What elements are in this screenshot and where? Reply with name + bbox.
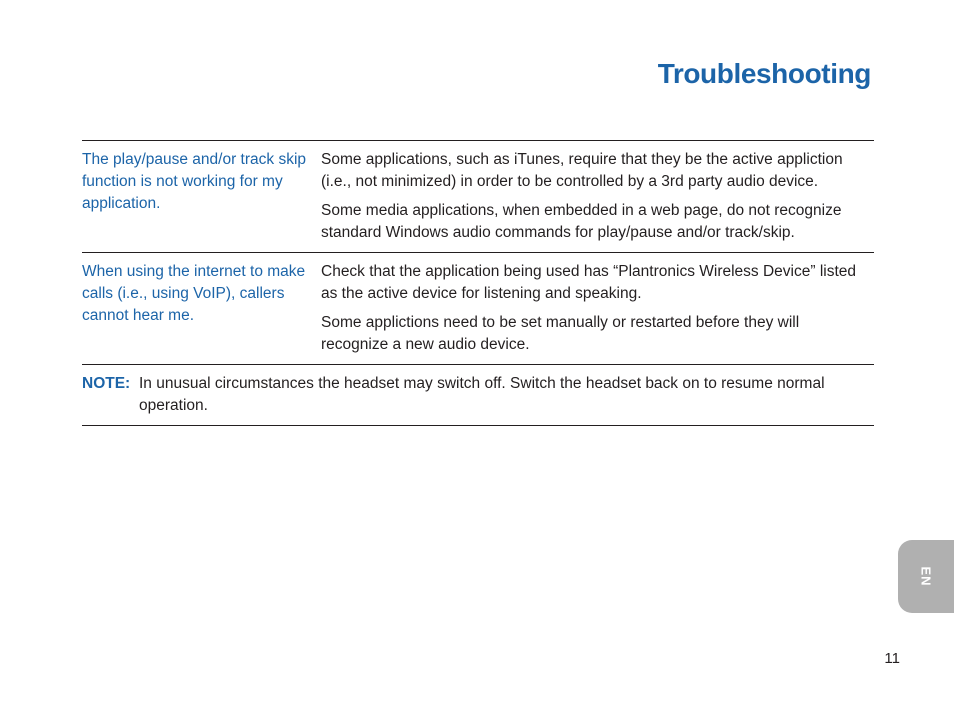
page-number: 11: [884, 650, 900, 667]
page-title: Troubleshooting: [657, 58, 871, 89]
language-tab: [898, 540, 954, 613]
troubleshooting-table: [82, 140, 874, 426]
note-label: NOTE:: [82, 375, 131, 392]
solution-list: [321, 261, 874, 356]
problem-text: When using the internet to make calls (i.e., using VoIP), callers cannot hear me.: [82, 263, 306, 324]
solution-list: [321, 149, 874, 244]
note-row: [82, 365, 874, 426]
solution-text: Some applictions need to be set manually or restarted before they will recognize a new audio device.: [321, 314, 800, 353]
problem-text: The play/pause and/or track skip function is not working for my application.: [82, 151, 307, 212]
table-row: [82, 141, 874, 253]
note-text: In unusual circumstances the headset may switch off. Switch the headset back on to resume normal operation.: [139, 375, 825, 414]
language-tab-label: EN: [918, 566, 934, 587]
solution-text: Some media applications, when embedded in a web page, do not recognize standard Windows audio commands for play/pause and/or track/skip.: [321, 202, 842, 241]
solution-text: Some applications, such as iTunes, require that they be the active appliction (i.e., not minimized) in order to be controlled by a 3rd party audio device.: [321, 151, 843, 190]
table-row: [82, 253, 874, 365]
solution-text: Check that the application being used has “Plantronics Wireless Device” listed as the active device for listening and speaking.: [321, 263, 857, 302]
